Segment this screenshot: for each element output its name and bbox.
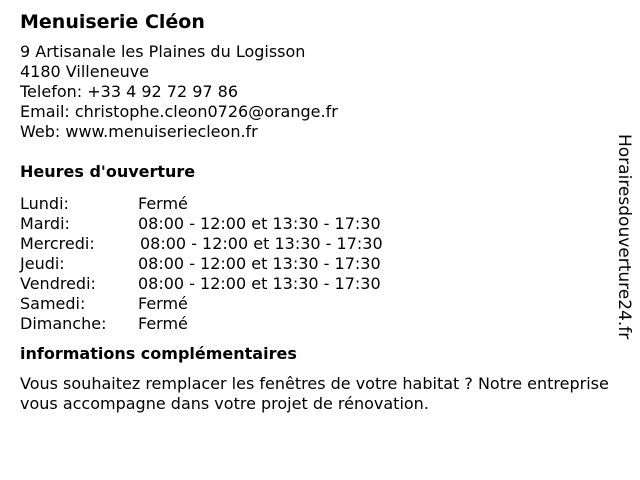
day-label: Mardi: xyxy=(20,214,70,233)
hours-heading: Heures d'ouverture xyxy=(20,162,196,181)
hours-row-sunday xyxy=(20,314,610,334)
hours-row-thursday xyxy=(20,254,610,274)
day-label: Mercredi: xyxy=(20,234,95,253)
day-hours: Fermé xyxy=(138,294,188,313)
day-label: Dimanche: xyxy=(20,314,107,333)
day-label: Lundi: xyxy=(20,194,69,213)
hours-row-saturday xyxy=(20,294,610,314)
hours-row-monday xyxy=(20,194,610,214)
day-hours: 08:00 - 12:00 et 13:30 - 17:30 xyxy=(140,234,383,253)
hours-row-wednesday xyxy=(20,234,610,254)
day-label: Jeudi: xyxy=(20,254,65,273)
business-card xyxy=(20,10,610,414)
phone-line: Telefon: +33 4 92 72 97 86 xyxy=(20,82,239,101)
day-hours: 08:00 - 12:00 et 13:30 - 17:30 xyxy=(138,274,381,293)
hours-table xyxy=(20,194,610,334)
address-city: 4180 Villeneuve xyxy=(20,62,150,81)
address-street: 9 Artisanale les Plaines du Logisson xyxy=(20,42,306,61)
info-text: Vous souhaitez remplacer les fenêtres de votre habitat ? Notre entreprise vous accompagne dans votre projet de rénovation. xyxy=(20,374,609,413)
hours-row-tuesday xyxy=(20,214,610,234)
business-name: Menuiserie Cléon xyxy=(20,11,205,33)
day-hours: Fermé xyxy=(138,314,188,333)
email-line: Email: christophe.cleon0726@orange.fr xyxy=(20,102,338,121)
day-hours: 08:00 - 12:00 et 13:30 - 17:30 xyxy=(138,254,381,273)
day-label: Vendredi: xyxy=(20,274,96,293)
side-brand-watermark: Horairesdouverture24.fr xyxy=(614,134,634,340)
info-heading: informations complémentaires xyxy=(20,344,297,363)
contact-block xyxy=(20,42,610,142)
day-hours: Fermé xyxy=(138,194,188,213)
day-hours: 08:00 - 12:00 et 13:30 - 17:30 xyxy=(138,214,381,233)
hours-row-friday xyxy=(20,274,610,294)
day-label: Samedi: xyxy=(20,294,86,313)
web-line: Web: www.menuiseriecleon.fr xyxy=(20,122,258,141)
